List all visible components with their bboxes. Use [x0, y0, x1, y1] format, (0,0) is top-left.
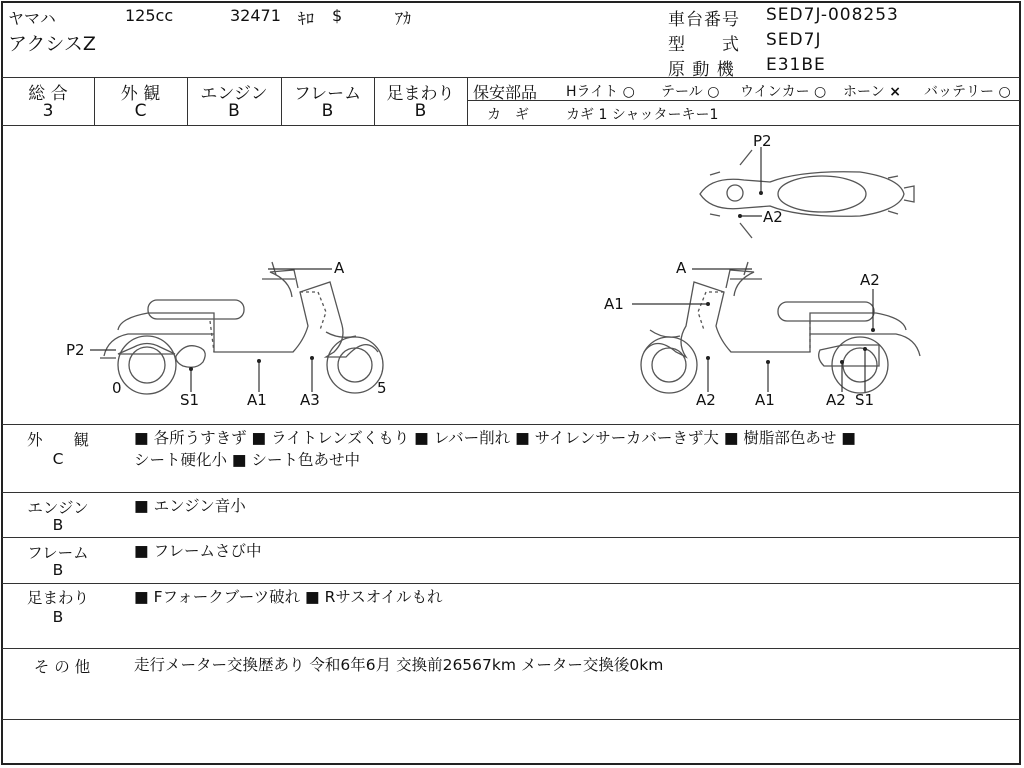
- grade-value-suspension: B: [414, 101, 427, 121]
- note-section-engine: エンジン: [27, 499, 89, 517]
- marker-label: P2: [753, 132, 772, 150]
- divider: [2, 492, 1020, 493]
- engine-label: 原 動 機: [668, 60, 735, 80]
- safety-item-tail: テール ○: [661, 84, 720, 100]
- safety-label: 保安部品: [473, 83, 538, 102]
- divider: [2, 719, 1020, 720]
- other-label: そ の 他: [33, 658, 91, 676]
- color: ｱｶ: [395, 9, 412, 28]
- grade-label-suspension: 足まわり: [386, 84, 455, 104]
- marker-label: S1: [855, 391, 875, 409]
- grade-label-exterior: 外 観: [120, 84, 161, 104]
- engine-value: E31BE: [766, 55, 826, 75]
- divider: [2, 537, 1020, 538]
- safety-item-headlight: Hライト ○: [566, 84, 635, 100]
- displacement: 125cc: [125, 6, 174, 25]
- note-text-frame: ■ フレームさび中: [134, 542, 262, 560]
- note-text-exterior: ■ 各所うすきず ■ ライトレンズくもり ■ レバー削れ ■ サイレンサーカバーきず大 ■ 樹脂部色あせ ■: [134, 429, 856, 447]
- type-value: SED7J: [766, 30, 822, 50]
- mileage: 32471: [230, 6, 281, 25]
- marker-label: A1: [604, 295, 624, 313]
- safety-item-winker: ウインカー ○: [740, 84, 827, 100]
- note-grade-engine: B: [52, 516, 64, 534]
- model-name: アクシスZ: [8, 33, 96, 55]
- marker-label: A: [676, 259, 687, 277]
- note-text-engine: ■ エンジン音小: [134, 497, 246, 515]
- marker-label: A1: [247, 391, 267, 409]
- marker-label: 5: [377, 379, 387, 397]
- note-text-suspension: ■ Fフォークブーツ破れ ■ Rサスオイルもれ: [134, 588, 443, 606]
- safety-item-battery: バッテリー ○: [924, 84, 1011, 100]
- key-value: カギ 1 シャッターキー1: [566, 107, 719, 123]
- grade-value-frame: B: [321, 101, 334, 121]
- note-grade-exterior: C: [52, 450, 64, 468]
- marker-label: S1: [180, 391, 200, 409]
- marker-label: A3: [300, 391, 320, 409]
- grade-value-exterior: C: [134, 101, 147, 121]
- grade-label-overall: 総 合: [28, 84, 68, 104]
- note-section-exterior: 外 観: [26, 431, 89, 449]
- safety-item-horn: ホーン ×: [843, 84, 901, 100]
- dollar-mark: $: [332, 6, 343, 25]
- note-section-suspension: 足まわり: [26, 589, 89, 607]
- marker-label: A2: [860, 271, 880, 289]
- grade-label-frame: フレーム: [293, 84, 362, 104]
- grade-value-overall: 3: [42, 101, 54, 121]
- key-label: カ ギ: [487, 107, 529, 123]
- note-grade-frame: B: [52, 561, 64, 579]
- left-scooter-drawing: [100, 262, 383, 394]
- note-grade-suspension: B: [52, 608, 64, 626]
- marker-label: A1: [755, 391, 775, 409]
- divider: [2, 77, 1020, 78]
- damage-diagram: [0, 126, 1024, 424]
- maker: ヤマハ: [8, 9, 56, 28]
- type-label: 型 式: [668, 35, 740, 55]
- marker-label: A2: [696, 391, 716, 409]
- divider: [2, 424, 1020, 425]
- note-section-frame: フレーム: [27, 544, 89, 562]
- divider: [467, 77, 468, 125]
- frame-no: SED7J-008253: [766, 5, 899, 25]
- marker-label: A: [334, 259, 345, 277]
- marker-label: A2: [763, 208, 783, 226]
- note-text-exterior-2: シート硬化小 ■ シート色あせ中: [134, 451, 360, 469]
- grade-value-engine: B: [228, 101, 240, 121]
- frame-no-label: 車台番号: [668, 10, 740, 30]
- divider: [2, 648, 1020, 649]
- marker-label: P2: [66, 341, 85, 359]
- marker-label: 0: [112, 379, 122, 397]
- other-text: 走行メーター交換歴あり 令和6年6月 交換前26567km メーター交換後0km: [134, 656, 664, 674]
- top-scooter-drawing: [700, 150, 914, 238]
- mileage-unit: ｷﾛ: [298, 9, 315, 28]
- divider: [2, 583, 1020, 584]
- grade-label-engine: エンジン: [200, 84, 268, 104]
- marker-label: A2: [826, 391, 846, 409]
